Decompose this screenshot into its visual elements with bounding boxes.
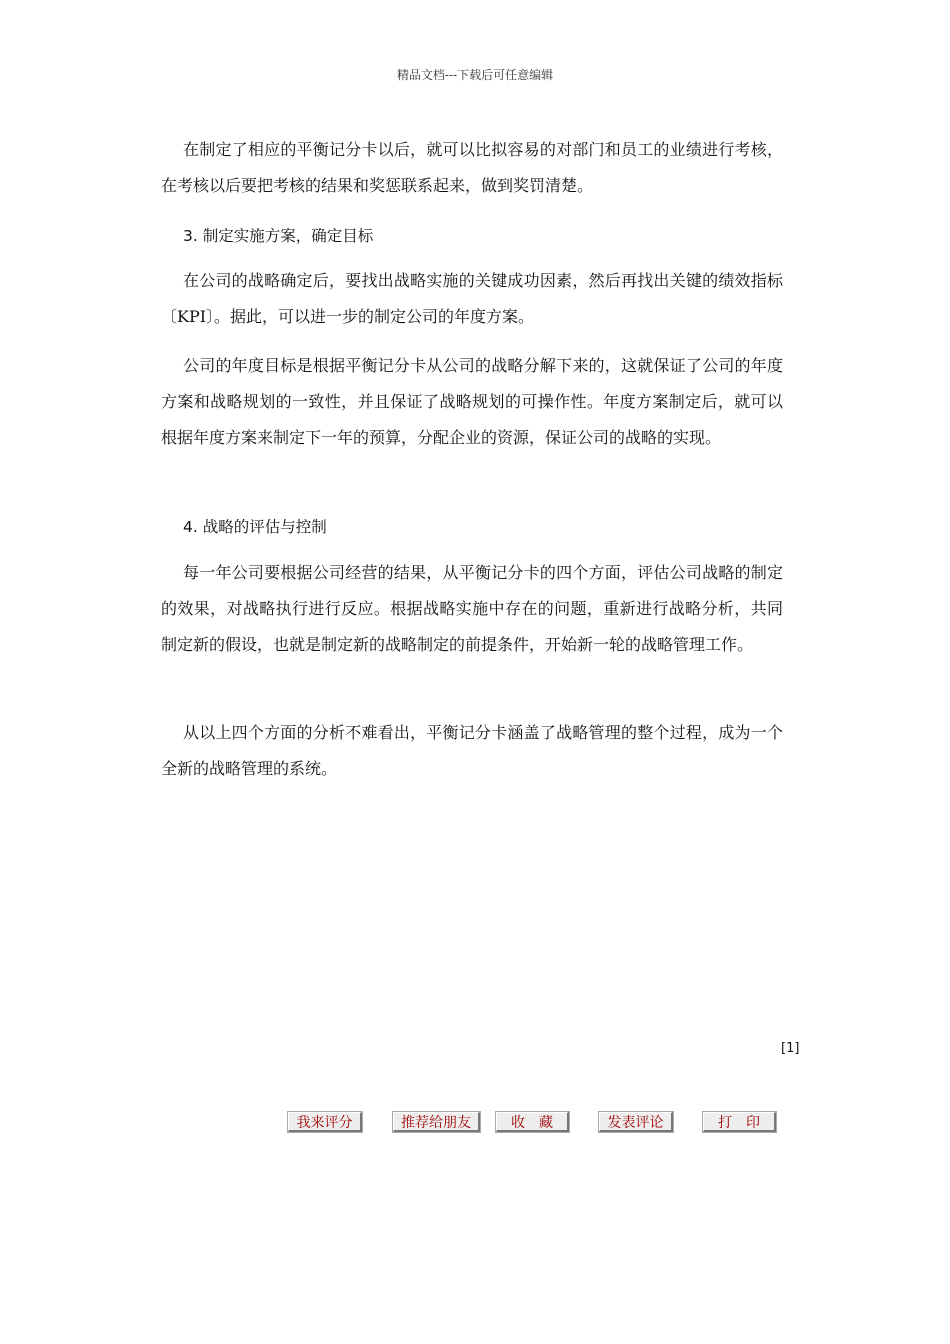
paragraph-evaluation: 每一年公司要根据公司经营的结果，从平衡记分卡的四个方面，评估公司战略的制定的效果，对战略执行进行反应。根据战略实施中存在的问题，重新进行战略分析，共同制定新的假设，也就是制定新的战略制定的前提条件，开始新一轮的战略管理工作。 (161, 563, 783, 654)
favorite-button[interactable]: 收 藏 (496, 1112, 569, 1132)
footnote-marker: [1] (781, 1041, 800, 1056)
recommend-button[interactable]: 推荐给朋友 (393, 1112, 480, 1132)
section-heading-3: 3. 制定实施方案，确定目标 (183, 227, 374, 245)
rate-button[interactable]: 我来评分 (288, 1112, 362, 1132)
comment-button[interactable]: 发表评论 (599, 1112, 673, 1132)
paragraph-annual-goals: 公司的年度目标是根据平衡记分卡从公司的战略分解下来的，这就保证了公司的年度方案和战略规划的一致性，并且保证了战略规划的可操作性。年度方案制定后，就可以根据年度方案来制定下一年的预算，分配企业的资源，保证公司的战略的实现。 (161, 356, 783, 447)
section-heading-4: 4. 战略的评估与控制 (183, 518, 327, 536)
paragraph-kpi: 在公司的战略确定后，要找出战略实施的关键成功因素，然后再找出关键的绩效指标〔KPI〕。据此，可以进一步的制定公司的年度方案。 (161, 271, 783, 326)
paragraph-conclusion: 从以上四个方面的分析不难看出，平衡记分卡涵盖了战略管理的整个过程，成为一个全新的战略管理的系统。 (161, 723, 783, 778)
page-header: 精品文档---下载后可任意编辑 (396, 68, 554, 82)
print-button[interactable]: 打 印 (703, 1112, 776, 1132)
paragraph-appraisal: 在制定了相应的平衡记分卡以后，就可以比拟容易的对部门和员工的业绩进行考核，在考核以后要把考核的结果和奖惩联系起来，做到奖罚清楚。 (161, 140, 783, 195)
